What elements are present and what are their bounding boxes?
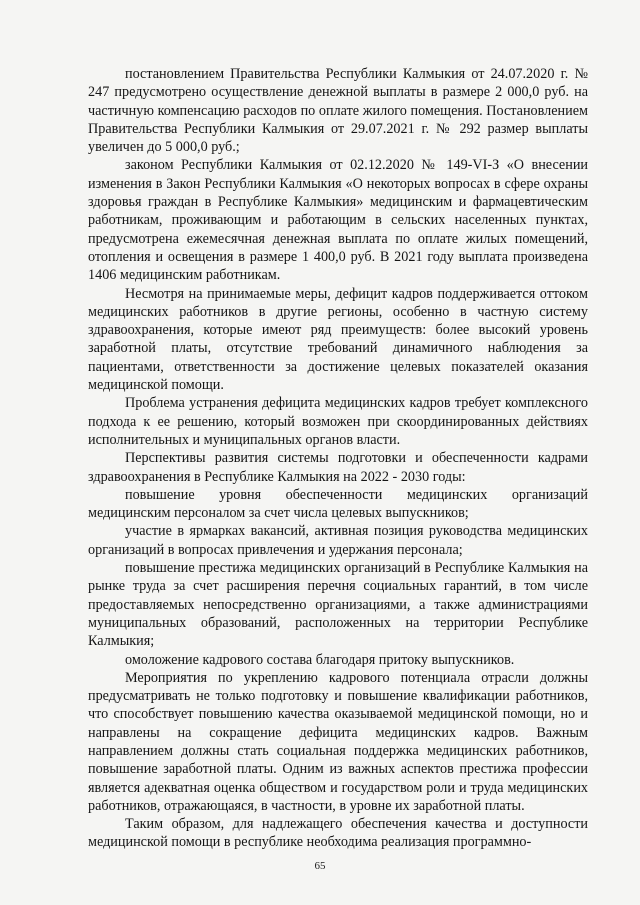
paragraph: повышение уровня обеспеченности медицинских организаций медицинским персоналом за счет числа целевых выпускников;: [88, 486, 588, 522]
paragraph: участие в ярмарках вакансий, активная позиция руководства медицинских организаций в вопросах привлечения и удержания персонала;: [88, 523, 588, 558]
paragraph: Таким образом, для надлежащего обеспечения качества и доступности медицинской помощи в республике необходима реализация программно-: [88, 816, 588, 851]
document-body: [88, 65, 588, 852]
page-number: 65: [314, 860, 326, 872]
paragraph: Мероприятия по укреплению кадрового потенциала отрасли должны предусматривать не только подготовку и повышение квалификации работников, что способствует повышению качества оказываемой медицинской помощи, но и направлены на сокращение дефицита медицинских кадров. Важным направлением должны стать социальная поддержка медицинских работников, повышение заработной платы. Одним из важных аспектов престижа профессии является адекватная оценка обществом и государством роли и труда медицинских работников, отражающаяся, в частности, в уровне их заработной платы.: [88, 669, 588, 814]
paragraph: Несмотря на принимаемые меры, дефицит кадров поддерживается оттоком медицинских работников в другие регионы, особенно в частную систему здравоохранения, которые имеют ряд преимуществ: более высокий уровень заработной платы, отсутствие требований динамичного наблюдения за пациентами, ответственности за достижение целевых показателей оказания медицинской помощи.: [88, 285, 588, 394]
paragraph: омоложение кадрового состава благодаря притоку выпускников.: [125, 651, 515, 668]
paragraph: Проблема устранения дефицита медицинских кадров требует комплексного подхода к ее решению, который возможен при скоординированных действиях исполнительных и муниципальных органов власти.: [88, 395, 588, 448]
paragraph: законом Республики Калмыкия от 02.12.2020 № 149-VI-З «О внесении изменения в Закон Республики Калмыкия «О некоторых вопросах в сфере охраны здоровья граждан в Республике Калмыкия» медицинским и фармацевтическим работникам, проживающим и работающим в сельских населенных пунктах, предусмотрена ежемесячная денежная выплата по оплате жилых помещений, отопления и освещения в размере 1 400,0 руб. В 2021 году выплата произведена 1406 медицинским работникам.: [88, 157, 588, 284]
paragraph: повышение престижа медицинских организаций в Республике Калмыкия на рынке труда за счет расширения перечня социальных гарантий, в том числе предоставляемых непосредственно организациями, а также администрациями муниципальных образований, расположенных на территории Республике Калмыкия;: [88, 560, 588, 650]
paragraph: постановлением Правительства Республики Калмыкия от 24.07.2020 г. № 247 предусмотрено осуществление денежной выплаты в размере 2 000,0 руб. на частичную компенсацию расходов по оплате жилого помещения. Постановлением Правительства Республики Калмыкия от 29.07.2021 г. № 292 размер выплаты увеличен до 5 000,0 руб.;: [88, 66, 588, 156]
paragraph: Перспективы развития системы подготовки и обеспеченности кадрами здравоохранения в Республике Калмыкия на 2022 - 2030 годы:: [88, 450, 588, 485]
